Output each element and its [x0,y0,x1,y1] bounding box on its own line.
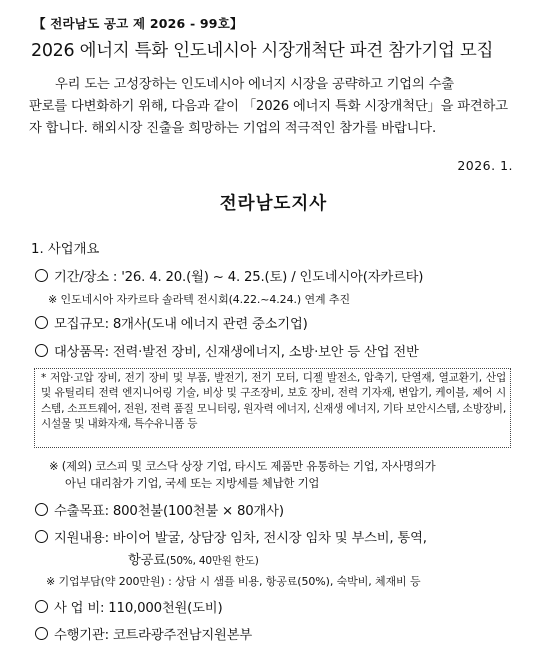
target-detail-box: * 저압·고압 장비, 전기 장비 및 부품, 발전기, 전기 모터, 디젤 발전소, 압축기, 단열재, 열교환기, 산업 및 유틸리티 전력 엔지니어링 기술, 비상 및 구조장비, 보호 장비, 전력 기자재, 변압기, 케이블, 제어 시스템, 소프트웨어, 전원, 전력 품질 모니터링, 원자력 에너지, 신재생 에너지, 기타 보안시스템, 소방장비, 시설물 및 내화자재, 특수유니폼 등 [34,368,511,448]
circle-bullet-icon [35,503,48,516]
support-airfare: 항공료 [128,553,166,568]
item-agency-text: 수행기관: 코트라광주전남지원본부 [54,628,252,643]
period-note: ※ 인도네시아 자카르타 솔라텍 전시회(4.22.~4.24.) 연계 추진 [48,293,350,306]
exclusion-note [49,458,519,492]
circle-bullet-icon [35,344,48,357]
item-support [35,527,427,546]
notice-number: 【 전라남도 공고 제 2026 - 99호】 [33,16,243,31]
item-agency [35,624,252,643]
page-title: 2026 에너지 특화 인도네시아 시장개척단 파견 참가기업 모집 [31,41,494,61]
intro-line-3: 자 합니다. 해외시장 진출을 희망하는 기업의 적극적인 참가를 바랍니다. [29,121,436,136]
item-goal [35,500,284,519]
support-airfare-limit: (50%, 40만원 한도) [165,555,259,567]
exclusion-line-2: 아닌 대리참가 기업, 국세 또는 지방세를 체납한 기업 [65,476,320,490]
issuer-name: 전라남도지사 [219,194,328,214]
section-heading: 1. 사업개요 [31,242,100,257]
item-goal-text: 수출목표: 800천불(100천불 × 80개사) [54,504,284,519]
intro-line-1: 우리 도는 고성장하는 인도네시아 에너지 시장을 공략하고 기업의 수출 [55,77,454,92]
item-budget [35,597,222,616]
item-period-text: 기간/장소 : '26. 4. 20.(월) ~ 4. 25.(토) / 인도네시아(자카르타) [54,270,424,285]
circle-bullet-icon [35,530,48,543]
circle-bullet-icon [35,627,48,640]
circle-bullet-icon [35,316,48,329]
intro-paragraph [29,74,517,140]
item-support-text: 지원내용: 바이어 발굴, 상담장 임차, 전시장 임차 및 부스비, 통역, [54,531,427,546]
intro-line-2: 판로를 다변화하기 위해, 다음과 같이 「2026 에너지 특화 시장개척단」을 파견하고 [29,99,508,114]
item-target [35,341,419,360]
circle-bullet-icon [35,600,48,613]
burden-note: ※ 기업부담(약 200만원) : 상담 시 샘플 비용, 항공료(50%), 숙박비, 체재비 등 [46,575,421,588]
exclusion-line-1: ※ (제외) 코스피 및 코스닥 상장 기업, 타시도 제품만 유통하는 기업, 자사명의가 [49,459,436,473]
item-budget-text: 사 업 비: 110,000천원(도비) [54,601,223,616]
item-scale [35,313,308,332]
circle-bullet-icon [35,269,48,282]
item-support-continued [128,549,259,568]
notice-date: 2026. 1. [457,158,513,173]
item-target-text: 대상품목: 전력·발전 장비, 신재생에너지, 소방·보안 등 산업 전반 [54,345,419,360]
item-period [35,266,423,285]
item-scale-text: 모집규모: 8개사(도내 에너지 관련 중소기업) [54,317,308,332]
